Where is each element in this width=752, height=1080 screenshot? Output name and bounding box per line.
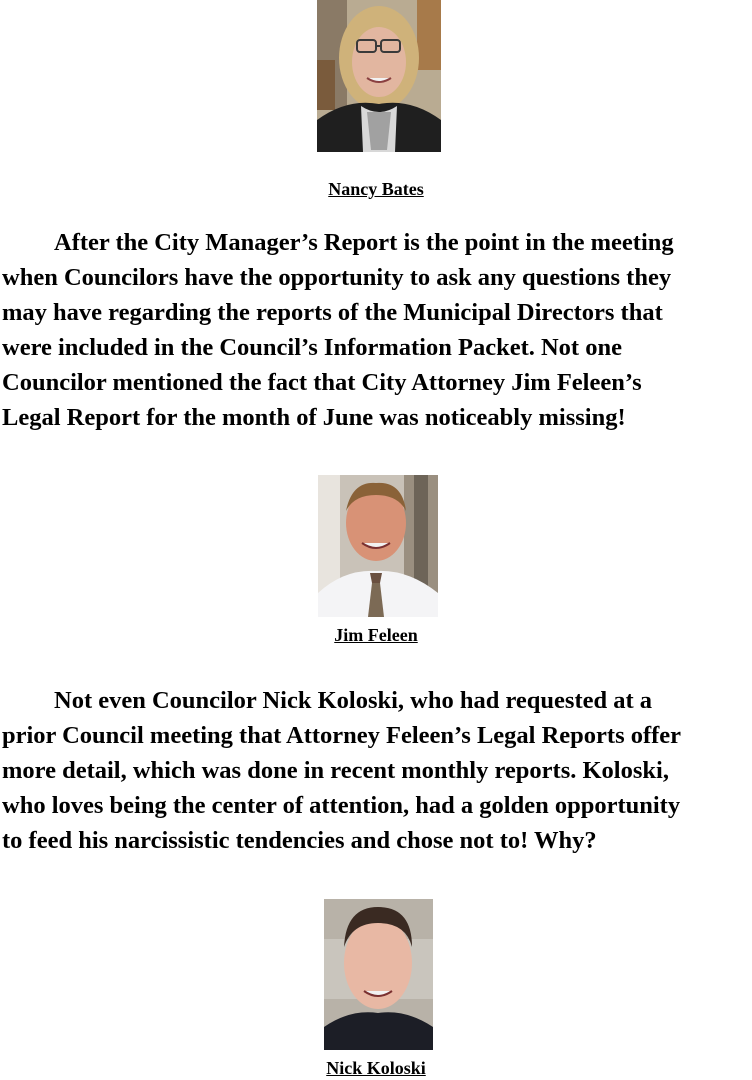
nancy-bates-photo (317, 0, 441, 152)
paragraph-1: After the City Manager’s Report is the point in the meeting when Councilors have the opportunity to ask any questions they may have regarding the reports of the Municipal Directors that were included in the Council’s Information Packet. Not one Councilor mentioned the fact that City Attorney Jim Feleen’s Legal Report for the month of June was noticeably missing! (2, 229, 674, 431)
portrait-photo-woman-icon (317, 0, 441, 152)
nick-koloski-photo (324, 899, 433, 1050)
portrait-photo-man-short-hair-icon (324, 899, 433, 1050)
caption-nancy-bates: Nancy Bates (328, 179, 424, 199)
jim-feleen-photo (318, 475, 438, 617)
caption-jim-feleen: Jim Feleen (334, 625, 418, 645)
portrait-photo-man-tie-icon (318, 475, 438, 617)
paragraph-2: Not even Councilor Nick Koloski, who had requested at a prior Council meeting that Attorney Feleen’s Legal Reports offer more detail, which was done in recent monthly reports. Koloski, who loves being the center of attention, had a golden opportunity to feed his narcissistic tendencies and chose not to! Why? (2, 687, 682, 854)
caption-nick-koloski: Nick Koloski (326, 1058, 426, 1078)
